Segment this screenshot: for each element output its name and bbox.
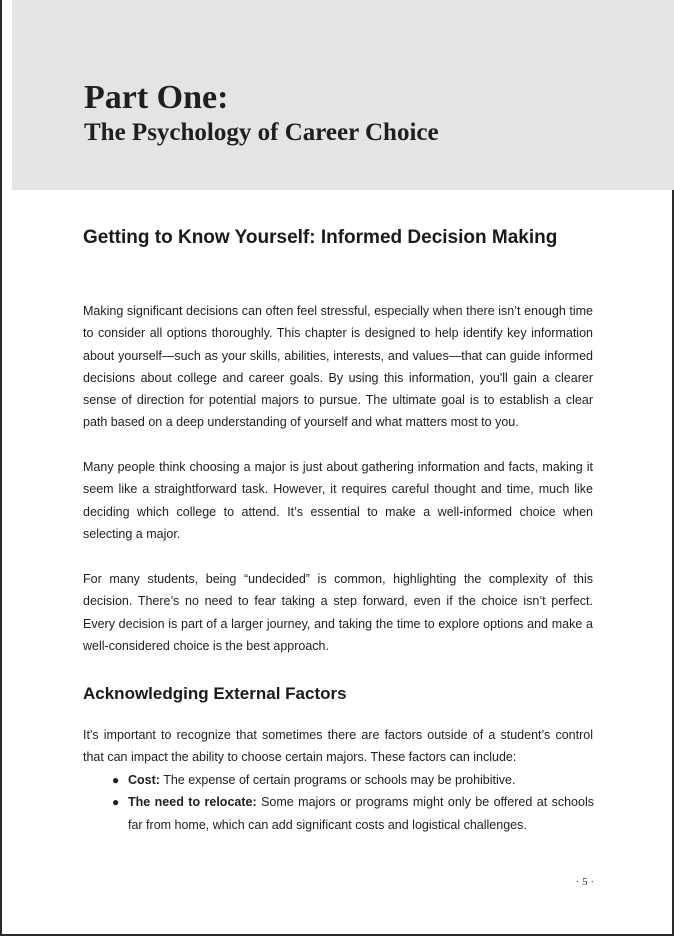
bullet-icon: ● [112, 795, 120, 810]
section-heading-knowing-yourself: Getting to Know Yourself: Informed Decision Making [83, 227, 558, 248]
part-title: Part One: [84, 79, 229, 116]
part-subtitle: The Psychology of Career Choice [84, 119, 439, 146]
page-left-border [0, 0, 2, 936]
list-item-text: The expense of certain programs or schools may be prohibitive. [159, 773, 516, 787]
body-paragraph: Many people think choosing a major is just about gathering information and facts, making it seem like a straightforward task. However, it requires careful thought and time, much like deciding which college to attend. It’s essential to make a well-informed choice when selecting a major. [83, 460, 593, 541]
body-paragraph: It's important to recognize that sometimes there are factors outside of a student’s control that can impact the ability to choose certain majors. These factors can include: [83, 728, 593, 765]
list-item-term: The need to relocate: [128, 795, 257, 810]
page-number: · 5 · [575, 876, 594, 888]
list-item [110, 791, 594, 836]
list-item-text: Some majors or programs might only be offered at schools far from home, which can add significant costs and logistical challenges. [128, 795, 594, 832]
list-item-term: Cost: [128, 773, 160, 787]
factors-list [110, 769, 594, 836]
list-item [110, 769, 594, 791]
section-heading-external-factors: Acknowledging External Factors [83, 684, 347, 703]
bullet-icon: ● [112, 773, 120, 787]
body-paragraph: Making significant decisions can often feel stressful, especially when there isn’t enough time to consider all options thoroughly. This chapter is designed to help identify key information about yourself—such as your skills, abilities, interests, and values—that can guide informed decisions about college and career goals. By using this information, you'll gain a clearer sense of direction for potential majors to pursue. The ultimate goal is to establish a clear path based on a deep understanding of yourself and what matters most to you. [83, 304, 593, 430]
body-paragraph: For many students, being “undecided” is common, highlighting the complexity of this decision. There’s no need to fear taking a step forward, even if the choice isn’t perfect. Every decision is part of a larger journey, and taking the time to explore options and make a well-considered choice is the best approach. [83, 572, 593, 653]
